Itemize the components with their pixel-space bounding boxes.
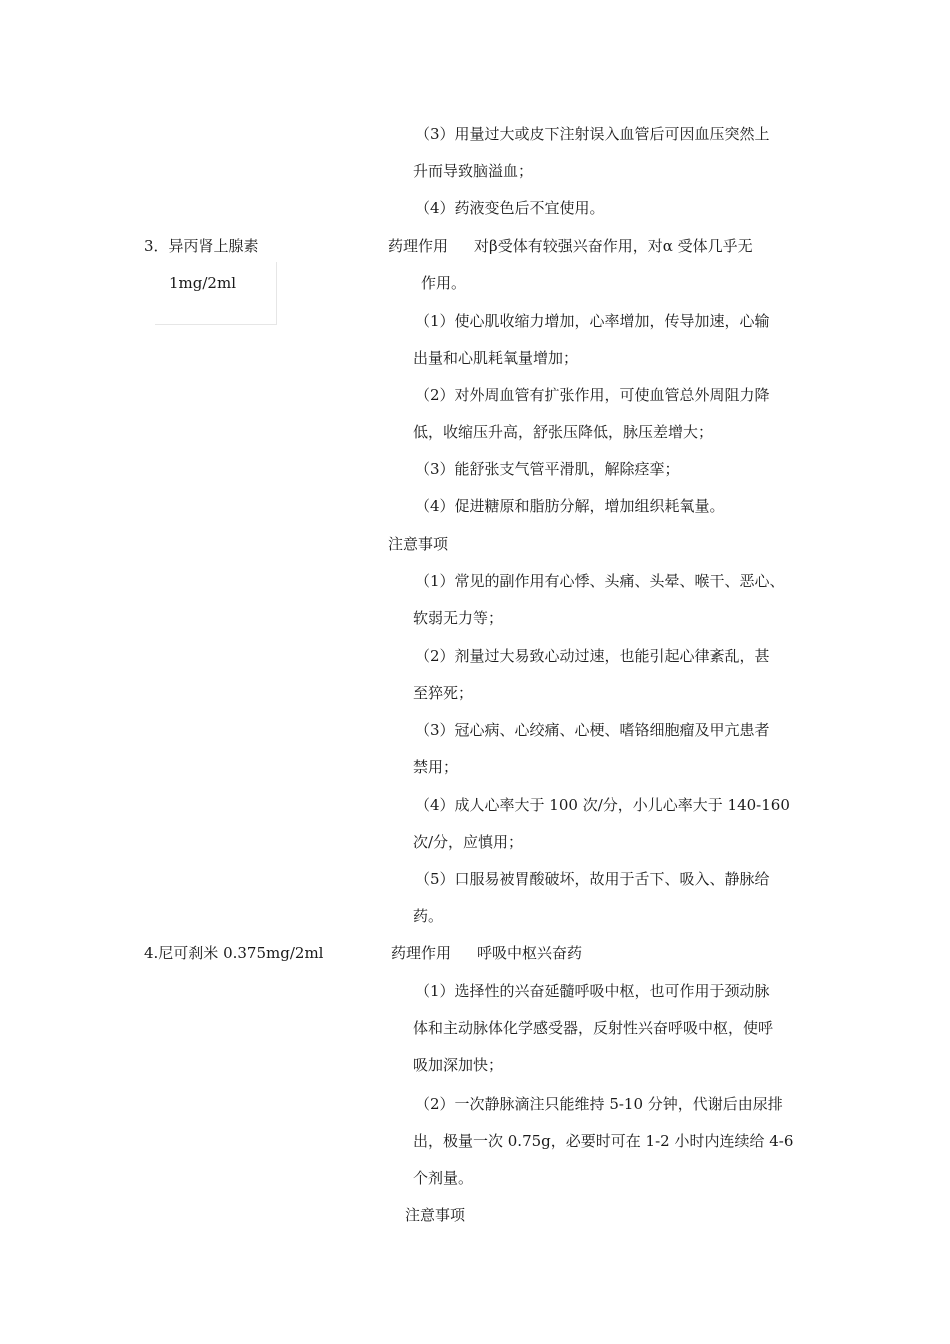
pharmacology-text: 对β受体有较强兴奋作用，对α 受体几乎无	[474, 237, 753, 255]
paragraph-line: （3）用量过大或皮下注射误入血管后可因血压突然上	[415, 125, 770, 143]
note-line: （3）冠心病、心绞痛、心梗、嗜铬细胞瘤及甲亢患者	[415, 721, 770, 739]
effect-line: （2）一次静脉滴注只能维持 5-10 分钟，代谢后由尿排	[415, 1095, 783, 1113]
pharmacology-label: 药理作用	[391, 944, 452, 962]
paragraph-line: 作用。	[421, 274, 467, 292]
notes-label: 注意事项	[405, 1206, 466, 1224]
drug-name: 3．异丙肾上腺素	[144, 237, 259, 255]
paragraph-line: （4）药液变色后不宜使用。	[415, 199, 605, 217]
note-line: 至猝死；	[413, 684, 474, 702]
effect-line: 吸加深加快；	[413, 1056, 504, 1074]
effect-line: 个剂量。	[413, 1169, 474, 1187]
note-line: 软弱无力等；	[413, 609, 504, 627]
effect-line: （3）能舒张支气管平滑肌，解除痉挛；	[415, 460, 680, 478]
effect-line: 低，收缩压升高，舒张压降低，脉压差增大；	[413, 423, 714, 441]
effect-line: （2）对外周血管有扩张作用，可使血管总外周阻力降	[415, 386, 770, 404]
dose-cell	[155, 262, 277, 325]
pharmacology-row	[391, 943, 582, 963]
drug-name: 4.尼可刹米 0.375mg/2ml	[144, 944, 324, 962]
effect-line: （4）促进糖原和脂肪分解，增加组织耗氧量。	[415, 497, 725, 515]
note-line: （5）口服易被胃酸破坏，故用于舌下、吸入、静脉给	[415, 870, 770, 888]
effect-line: 出，极量一次 0.75g，必要时可在 1-2 小时内连续给 4-6	[413, 1132, 794, 1150]
effect-line: （1）选择性的兴奋延髓呼吸中枢，也可作用于颈动脉	[415, 982, 770, 1000]
pharmacology-text: 呼吸中枢兴奋药	[477, 944, 583, 962]
note-line: （4）成人心率大于 100 次/分，小儿心率大于 140-160	[415, 796, 790, 814]
notes-label: 注意事项	[388, 535, 449, 553]
paragraph-line: 升而导致脑溢血；	[413, 162, 534, 180]
effect-line: 体和主动脉体化学感受器，反射性兴奋呼吸中枢，使呼	[413, 1019, 774, 1037]
note-line: 次/分，应慎用；	[413, 833, 524, 851]
effect-line: （1）使心肌收缩力增加，心率增加，传导加速，心输	[415, 312, 770, 330]
effect-line: 出量和心肌耗氧量增加；	[413, 349, 579, 367]
note-line: （1）常见的副作用有心悸、头痛、头晕、喉干、恶心、	[415, 572, 785, 590]
note-line: （2）剂量过大易致心动过速，也能引起心律紊乱，甚	[415, 647, 770, 665]
drug-dose: 1mg/2ml	[169, 274, 236, 292]
pharmacology-label: 药理作用	[388, 237, 449, 255]
pharmacology-row	[388, 236, 753, 256]
note-line: 药。	[413, 907, 444, 925]
note-line: 禁用；	[413, 758, 459, 776]
